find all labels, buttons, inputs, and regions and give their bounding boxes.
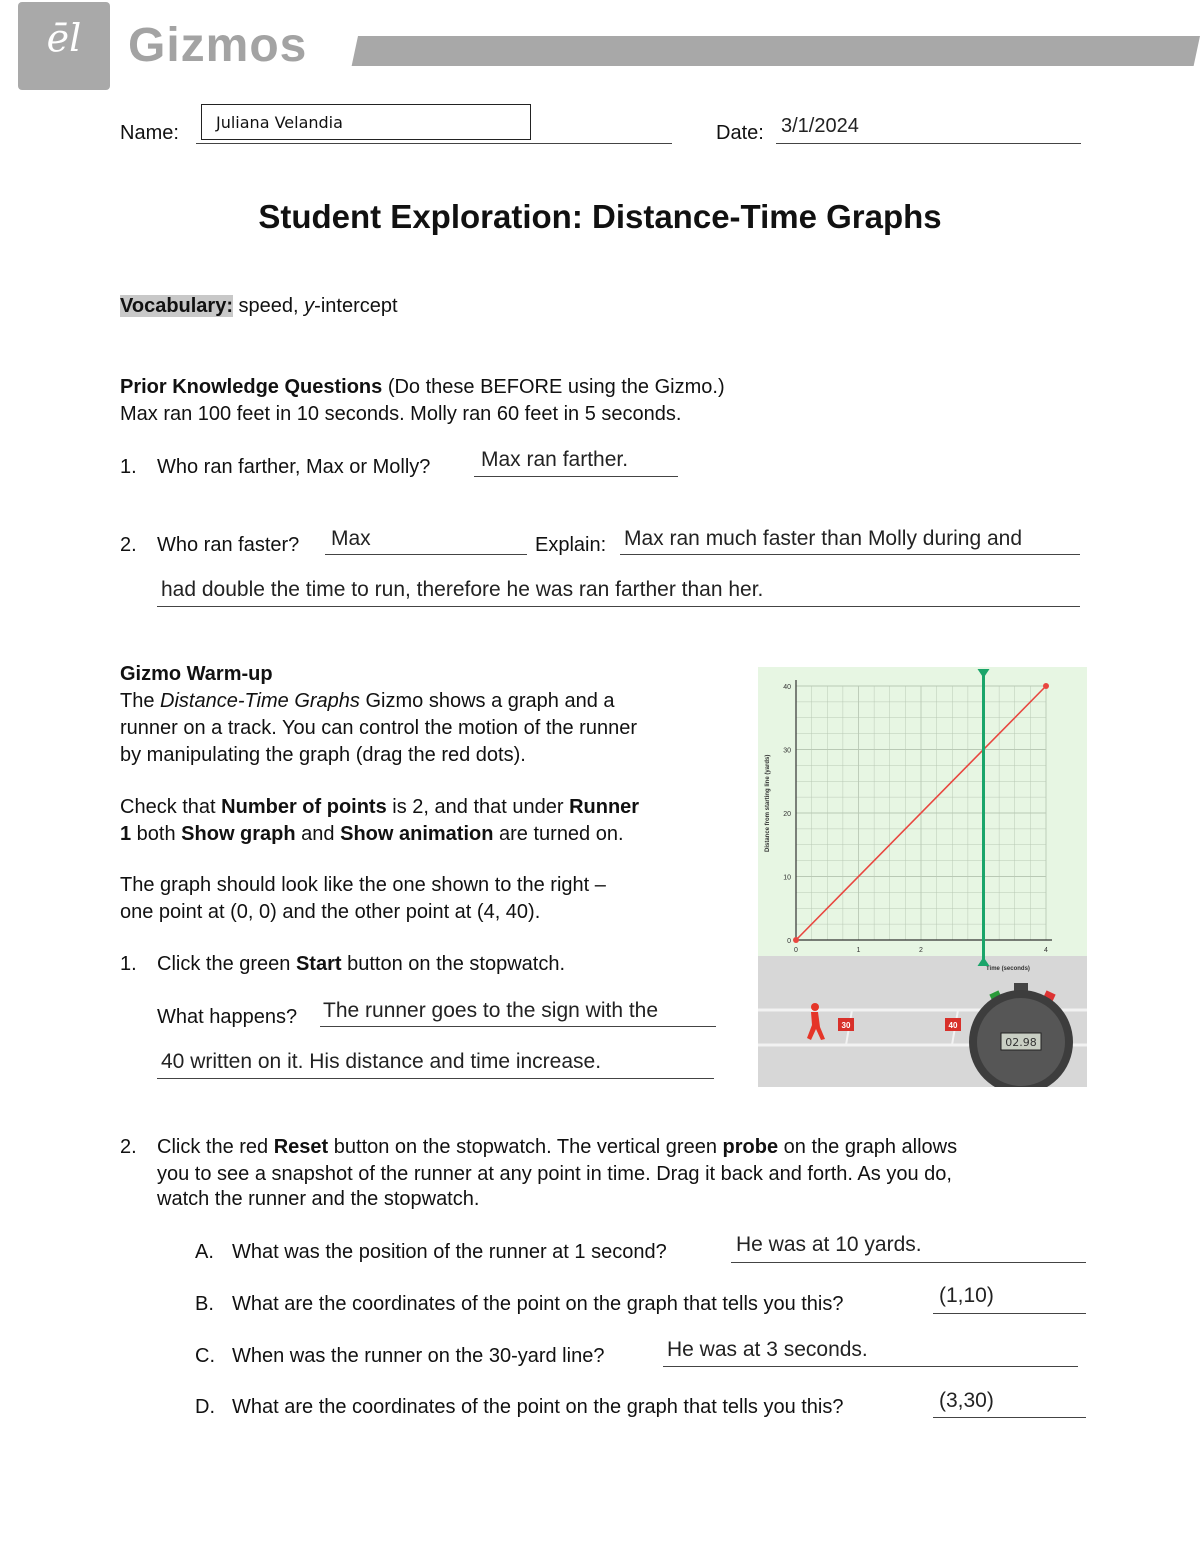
- page-title: Student Exploration: Distance-Time Graphs: [258, 198, 942, 235]
- date-field[interactable]: 3/1/2024: [781, 115, 859, 137]
- prior-q1-text: Who ran farther, Max or Molly?: [157, 456, 431, 478]
- prior-q2-underline: [325, 554, 527, 555]
- sub-a-answer[interactable]: He was at 10 yards.: [736, 1233, 922, 1256]
- warmup-q1-prompt: What happens?: [157, 1006, 298, 1028]
- gizmo-figure: [758, 667, 1087, 1087]
- sub-c-answer[interactable]: He was at 3 seconds.: [667, 1338, 868, 1361]
- warmup-q2-number: 2.: [120, 1136, 137, 1158]
- y-tick-label: 10: [783, 874, 791, 882]
- sub-d-answer[interactable]: (3,30): [939, 1389, 994, 1412]
- sign-30-label: 30: [841, 1021, 851, 1030]
- warmup-p1-line2: runner on a track. You can control the motion of the runner: [120, 717, 637, 739]
- warmup-p1-line1: The Distance-Time Graphs Gizmo shows a graph and a: [120, 690, 615, 712]
- warmup-p3-line2: one point at (0, 0) and the other point at (4, 40).: [120, 901, 541, 923]
- y-tick-label: 0: [787, 938, 791, 945]
- name-label: Name:: [120, 122, 179, 144]
- name-underline: [196, 143, 672, 144]
- warmup-q1-answer-line1[interactable]: The runner goes to the sign with the: [323, 999, 659, 1022]
- stopwatch: [969, 983, 1073, 1087]
- x-tick-label: 2: [919, 947, 923, 954]
- sub-b-underline: [933, 1313, 1086, 1314]
- x-tick-label: 0: [794, 947, 798, 954]
- prior-q1-number: 1.: [120, 456, 137, 478]
- prior-intro: Max ran 100 feet in 10 seconds. Molly ran 60 feet in 5 seconds.: [120, 403, 682, 425]
- explain-answer-line2[interactable]: had double the time to run, therefore he was ran farther than her.: [161, 578, 764, 601]
- sub-c-underline: [663, 1366, 1078, 1367]
- explain-label: Explain:: [535, 534, 607, 556]
- sub-c-letter: C.: [195, 1345, 215, 1367]
- draggable-point[interactable]: [793, 937, 799, 943]
- sub-b-text: What are the coordinates of the point on the graph that tells you this?: [232, 1293, 844, 1315]
- distance-time-chart[interactable]: [758, 667, 1087, 1087]
- probe-handle-top[interactable]: [978, 669, 990, 678]
- explain-underline-2: [157, 606, 1080, 607]
- warmup-q2-line2: you to see a snapshot of the runner at any point in time. Drag it back and forth. As you do,: [157, 1163, 952, 1185]
- warmup-p3-line1: The graph should look like the one shown to the right –: [120, 874, 606, 896]
- sub-d-underline: [933, 1417, 1086, 1418]
- vocabulary-label: Vocabulary:: [120, 295, 233, 317]
- stopwatch-reading: 02.98: [1005, 1036, 1037, 1049]
- warmup-q1-underline-2: [157, 1078, 714, 1079]
- prior-q1-answer[interactable]: Max ran farther.: [481, 448, 629, 471]
- sub-b-answer[interactable]: (1,10): [939, 1284, 994, 1307]
- explain-underline-1: [620, 554, 1080, 555]
- logo-mark: ēl: [46, 16, 82, 60]
- warmup-p2-line2: 1 both Show graph and Show animation are turned on.: [120, 823, 624, 845]
- x-tick-label: 1: [856, 947, 861, 954]
- y-tick-label: 40: [783, 684, 791, 691]
- warmup-q2-line3: watch the runner and the stopwatch.: [157, 1188, 480, 1210]
- warmup-p2-line1: Check that Number of points is 2, and that under Runner: [120, 796, 640, 818]
- vocabulary: Vocabulary: speed, y-intercept: [120, 295, 398, 317]
- prior-q2-text: Who ran faster?: [157, 534, 300, 556]
- prior-heading: Prior Knowledge Questions (Do these BEFORE using the Gizmo.): [120, 376, 725, 398]
- x-axis-label: Time (seconds): [986, 966, 1030, 972]
- y-tick-label: 20: [783, 811, 791, 818]
- sub-d-letter: D.: [195, 1396, 215, 1418]
- sub-b-letter: B.: [195, 1293, 214, 1315]
- date-underline: [776, 143, 1081, 144]
- sign-40-label: 40: [948, 1021, 958, 1030]
- warmup-heading: Gizmo Warm-up: [120, 663, 273, 685]
- x-tick-label: 4: [1044, 947, 1048, 954]
- date-label: Date:: [716, 122, 764, 144]
- warmup-q1-answer-line2[interactable]: 40 written on it. His distance and time increase.: [161, 1050, 602, 1073]
- warmup-p1-line3: by manipulating the graph (drag the red dots).: [120, 744, 526, 766]
- y-tick-label: 30: [783, 747, 791, 755]
- draggable-point[interactable]: [1043, 683, 1049, 689]
- prior-q2-number: 2.: [120, 534, 137, 556]
- y-axis-label: Distance from starting line (yards): [765, 754, 771, 852]
- prior-q1-underline: [474, 476, 678, 477]
- warmup-q1-underline-1: [320, 1026, 716, 1027]
- sub-a-underline: [731, 1262, 1086, 1263]
- prior-q2-answer[interactable]: Max: [331, 527, 371, 550]
- probe-handle-bottom[interactable]: [978, 957, 990, 966]
- brand-name: Gizmos: [128, 19, 308, 72]
- warmup-q1-number: 1.: [120, 953, 137, 975]
- sub-a-text: What was the position of the runner at 1 second?: [232, 1241, 667, 1263]
- warmup-q1-text: Click the green Start button on the stopwatch.: [157, 953, 566, 975]
- warmup-q2-line1: Click the red Reset button on the stopwatch. The vertical green probe on the graph allows: [157, 1136, 958, 1158]
- explain-answer-line1[interactable]: Max ran much faster than Molly during and: [624, 527, 1023, 550]
- sub-c-text: When was the runner on the 30-yard line?: [232, 1345, 605, 1367]
- header-bar: [352, 36, 1200, 66]
- sub-d-text: What are the coordinates of the point on the graph that tells you this?: [232, 1396, 844, 1418]
- name-field[interactable]: Juliana Velandia: [201, 104, 531, 140]
- sub-a-letter: A.: [195, 1241, 214, 1263]
